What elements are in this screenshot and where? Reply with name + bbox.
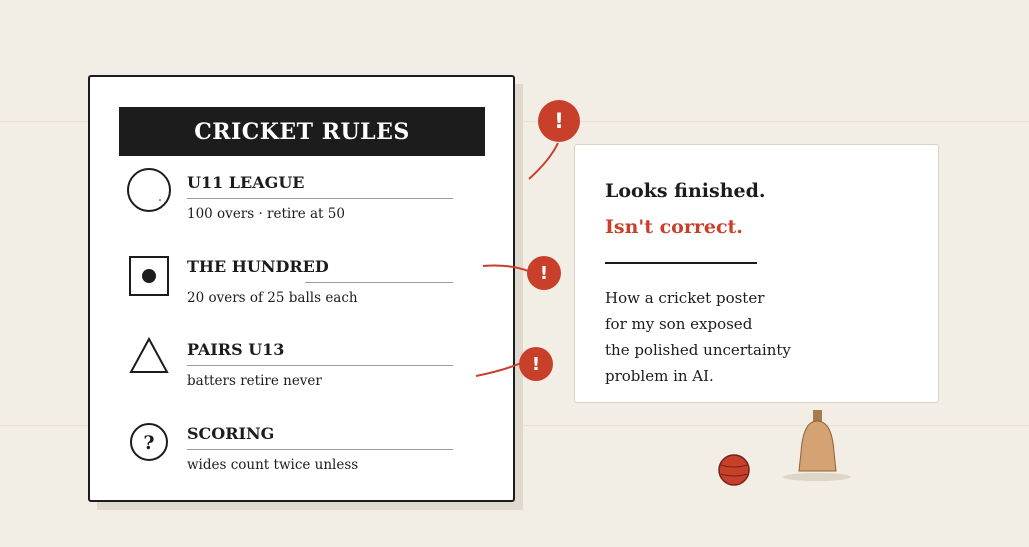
poster-title: CRICKET RULES <box>119 107 485 156</box>
callout-body-line: problem in AI. <box>605 367 714 385</box>
rule-name: SCORING <box>187 424 275 443</box>
svg-text:?: ? <box>143 432 155 454</box>
rule-description: batters retire never <box>187 373 322 389</box>
callout-subhead: Isn't correct. <box>605 216 743 238</box>
bell-icon <box>783 410 851 481</box>
rule-name: PAIRS U13 <box>187 340 285 359</box>
rule-name: THE HUNDRED <box>187 257 329 276</box>
callout-body-line: the polished uncertainty <box>605 341 791 359</box>
warning-badge: ! <box>538 100 580 142</box>
warning-badge: ! <box>519 347 553 381</box>
rule-description: 20 overs of 25 balls each <box>187 290 358 306</box>
callout-body-line: How a cricket poster <box>605 289 765 307</box>
warning-badge: ! <box>527 256 561 290</box>
cricket-ball-icon <box>719 455 749 485</box>
rule-description: 100 overs · retire at 50 <box>187 206 345 222</box>
rule-name: U11 LEAGUE <box>187 173 305 192</box>
callout-body-line: for my son exposed <box>605 315 753 333</box>
rule-description: wides count twice unless <box>187 457 359 473</box>
callout-headline: Looks finished. <box>605 180 766 202</box>
